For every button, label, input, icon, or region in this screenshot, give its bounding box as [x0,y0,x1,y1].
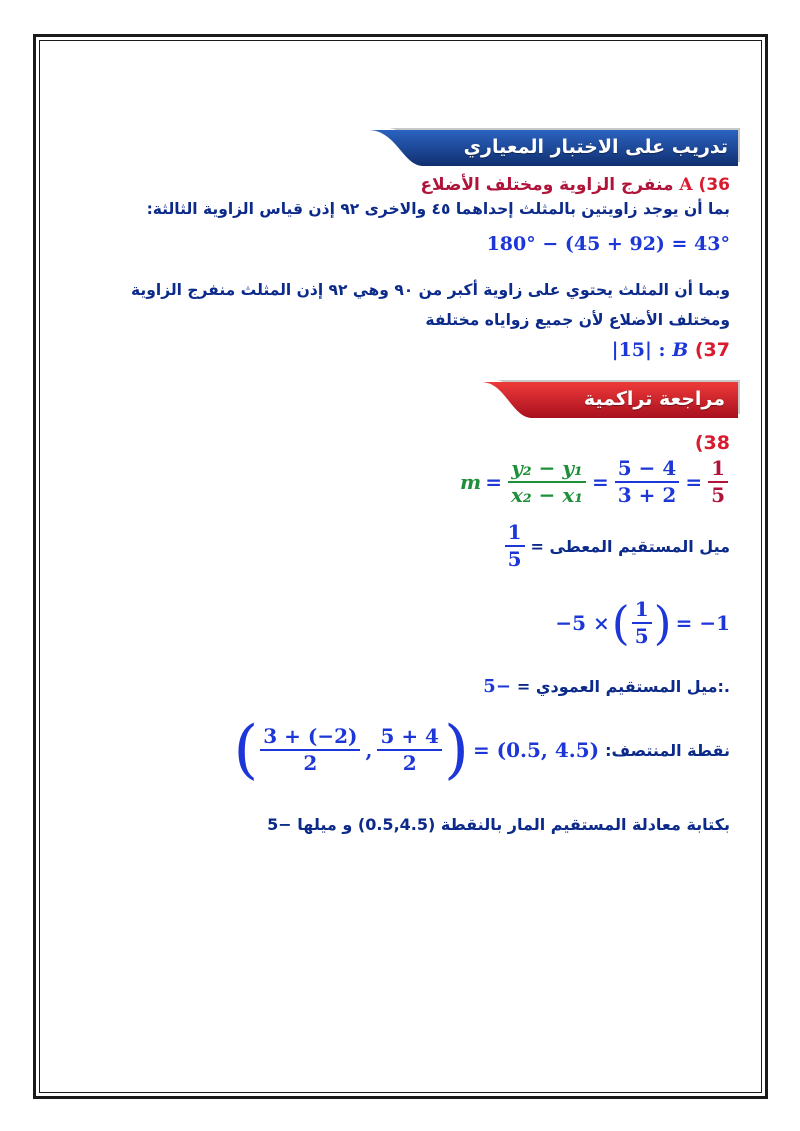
given-slope-label: ميل المستقيم المعطى = [530,536,730,556]
q36-line1: بما أن يوجد زاويتين بالمثلث إحداهما ٤٥ والاخرى ٩٢ إذن قياس الزاوية الثالثة: [146,200,730,218]
q37-answer-letter: B [672,339,689,361]
q38-number: (38 [694,432,730,454]
midpoint-label: نقطة المنتصف: [605,740,730,760]
product-denominator: 5 [634,624,649,648]
product-numerator: 1 [632,599,652,624]
q36-answer-letter: A [679,175,693,195]
q36-answer-text: منفرج الزاوية ومختلف الأضلاع [420,175,674,195]
product-fraction [632,599,652,647]
given-slope-numerator: 1 [505,522,525,547]
slope-formula-fraction [508,458,586,506]
midpoint-x-fraction [260,726,360,774]
section-title-cumulative-review: مراجعة تراكمية [583,388,725,410]
section-title-standardized-test: تدريب على الاختبار المعياري [463,136,728,158]
final-line: بكتابة معادلة المستقيم المار بالنقطة (0.5,4.5) و ميلها −5 [267,815,730,834]
q37-value: |15| [611,339,652,361]
given-slope-fraction [505,522,525,570]
q36-header [420,175,730,195]
q36-equation: 180° − (45 + 92) = 43° [486,233,730,255]
q38-slope-equation: m = $\frac{\text{y₂ − y₁}}{\text{x₂ − x₁}}$ = $\frac{5 - 4}{3 + 2}$ = $\frac{1}{5}$ [460,458,730,506]
q36-number: 36) [698,175,730,195]
q37-number: (37 [694,339,730,361]
slope-values-numerator: 5 − 4 [615,458,680,483]
product-right: = −1 [675,611,730,635]
slope-formula-numerator: y₂ − y₁ [508,458,585,483]
perpendicular-slope-label: .:ميل المستقيم العمودي = [516,677,730,696]
slope-result-fraction [708,458,728,506]
midpoint-result: = (0.5, 4.5) [472,738,600,762]
slope-formula-denominator: x₂ − x₁ [510,483,584,507]
slope-result-numerator: 1 [708,458,728,483]
slope-m: m [460,470,482,494]
product-left: −5 × [555,611,610,635]
midpoint-x-denominator: 2 [303,751,318,775]
slope-result-denominator: 5 [711,483,725,507]
q36-line3: ومختلف الأضلاع لأن جميع زواياه مختلفة [425,311,730,329]
midpoint-x-numerator: 3 + (−2) [260,726,360,751]
midpoint-y-denominator: 2 [402,751,417,775]
q36-line2: وبما أن المثلث يحتوي على زاوية أكبر من ٩٠ وهي ٩٢ إذن المثلث منفرج الزاوية [131,281,730,299]
midpoint-line [233,713,730,787]
midpoint-expression: ( $\frac{3 + (-2)}{2}$ , $\frac{5 + 4}{2}$ ) = (0.5, 4.5) [233,713,600,787]
slope-values-denominator: 3 + 2 [617,483,677,507]
perpendicular-slope-value: −5 [483,676,511,697]
slope-values-fraction [615,458,680,506]
midpoint-y-numerator: 5 + 4 [377,726,442,751]
given-slope-denominator: 5 [507,547,522,571]
given-slope-line [503,522,730,570]
perpendicular-product-equation: −5 × ( $\frac{1}{5}$ ) = −1 [555,596,730,650]
midpoint-y-fraction [377,726,442,774]
perpendicular-slope-line [483,676,730,697]
q37-line: |15| : B (37 [611,339,730,361]
